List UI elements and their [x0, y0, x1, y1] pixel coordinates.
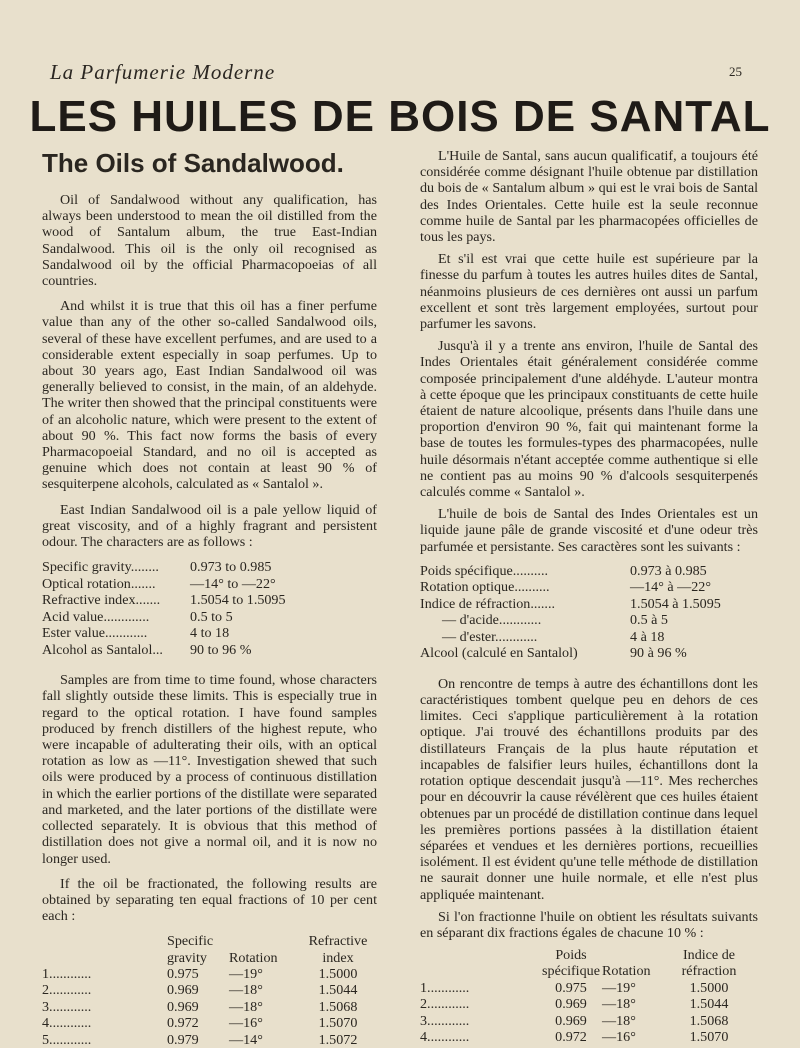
table-header [42, 933, 377, 949]
property-label: Alcool (calculé en Santalol) [420, 645, 578, 662]
property-row [420, 579, 758, 596]
property-label: Alcohol as Santalol... [42, 641, 163, 658]
property-row [42, 576, 377, 593]
english-subtitle: The Oils of Sandalwood. [42, 148, 344, 178]
table-header [420, 947, 758, 963]
property-row [42, 559, 377, 576]
table-row: 3............ 0.969 —18° 1.5068 [42, 998, 358, 1015]
header-gravity: Specific [167, 933, 214, 950]
property-label: Poids spécifique.......... [420, 562, 549, 579]
property-value: 0.5 to 5 [190, 608, 233, 625]
paragraph: If the oil be fractionated, the following results are obtained by separating ten equal fractions of 10 per cent each : [42, 875, 377, 925]
property-row [420, 596, 758, 613]
property-value: 0.5 à 5 [630, 612, 668, 629]
property-label: Specific gravity........ [42, 559, 159, 576]
property-row [42, 609, 377, 626]
header-index: Indice de [682, 947, 736, 964]
properties-list [42, 559, 377, 658]
properties-list [420, 563, 758, 662]
property-value: 1.5054 to 1.5095 [190, 592, 286, 609]
property-row [420, 612, 758, 629]
property-row [420, 629, 758, 646]
property-label: — d'acide............ [442, 612, 542, 629]
paragraph: Jusqu'à il y a trente ans environ, l'huile de Santal des Indes Orientales était généralement considérée comme composée principalement d'une aldéhyde. L'auteur montra à cette époque que les principaux constituants de cette huile étaient de nature alcoolique, présents dans l'huile dans une proportion d'environ 90 %, fait qui maintenant forme la base de toutes les formules-types des pharmacopées, nulle huile désormais n'étant acceptée comme authentique si elle ne contient pas au moins 90 % d'alcools sesquiterpenés calculés comme « Santalol ». [420, 338, 758, 501]
property-value: 0.973 à 0.985 [630, 562, 707, 579]
property-value: 0.973 to 0.985 [190, 559, 272, 576]
property-value: 4 à 18 [630, 628, 665, 645]
paragraph: Si l'on fractionne l'huile on obtient les résultats suivants en séparant dix fractions égales de chacune 10 % : [420, 908, 758, 941]
property-label: Optical rotation....... [42, 575, 156, 592]
header-rotation: Rotation [602, 963, 651, 980]
property-label: Indice de réfraction....... [420, 595, 555, 612]
table-row: 1............ 0.975 —19° 1.5000 [420, 979, 729, 996]
table-row: 1............ 0.975 —19° 1.5000 [42, 965, 358, 982]
paragraph: Et s'il est vrai que cette huile est supérieure par la finesse du parfum à toutes les autres huiles dites de Santal, néanmoins plusieurs de ces dernières ont aussi un parfum excellent et sont très largement employées, surtout pour parfumer les savons. [420, 251, 758, 333]
property-value: 90 à 96 % [630, 645, 687, 662]
property-label: Acid value............. [42, 608, 150, 625]
page-number: 25 [729, 64, 742, 79]
fractions-table [420, 947, 758, 1045]
table-row: 2............ 0.969 —18° 1.5044 [42, 982, 358, 999]
header-gravity: Poids [555, 947, 587, 964]
property-row [42, 625, 377, 642]
table-header: gravity Rotation index [167, 949, 354, 966]
property-value: 1.5054 à 1.5095 [630, 595, 721, 612]
property-row [42, 592, 377, 609]
paragraph: L'Huile de Santal, sans aucun qualificatif, a toujours été considérée comme désignant l'huile obtenue par distillation du bois de « Santalum album » qui est le vrai bois de Santal des Indes Orientales. Cette huile est la seule reconnue comme huile de Santal par les pharmacopées officielles de tous les pays. [420, 148, 758, 246]
paragraph: And whilst it is true that this oil has a finer perfume value than any of the other so-called Sandalwood oils, several of these have excellent perfumes, and are used to a considerable extent especially in soap perfumes. Up to about 30 years ago, East Indian Sandalwood oil was generally believed to consist, in the main, of an aldehyde. The writer then showed that the principal constituents were of an alcoholic nature, which were present to the extent of about 90 %. This fact now forms the basis of every Pharmacopoeial Standard, and no oil is accepted as genuine which does not contain at least 90 % of sesquiterpene alcohols, calculated as « Santalol ». [42, 298, 377, 493]
header-rotation: Rotation [229, 949, 278, 966]
property-label: — d'ester............ [442, 628, 538, 645]
property-row [420, 563, 758, 580]
property-value: —14° to —22° [190, 575, 276, 592]
table-row: 4............ 0.972 —16° 1.5070 [420, 1029, 729, 1046]
property-value: —14° à —22° [630, 579, 711, 596]
paragraph: On rencontre de temps à autre des échantillons dont les caractéristiques tombent quelque peu en dehors de ces limites. Ceci s'applique particulièrement à la rotation optique. J'ai trouvé des échantillons produits par des distillateurs Français de la plus haute réputation et incapables de falsifier leurs huiles, échantillons dont la rotation optique descendait jusqu'à —11°. Mes recherches pour en découvrir la cause révélèrent que ces huiles étaient obtenues par un procédé de distillation continue dans lequel les premières portions passées à la distillation étaient séparées et vendues et les dernières portions, recueillies isolément. Il est évident qu'une telle méthode de distillation ne saurait donner une huile normale, et elle n'est plus appliquée maintenant. [420, 675, 758, 903]
property-row [42, 642, 377, 659]
table-header: spécifique Rotation réfraction [542, 963, 737, 980]
property-label: Refractive index....... [42, 592, 161, 609]
article-title: LES HUILES DE BOIS DE SANTAL [29, 92, 771, 141]
table-row: 2............ 0.969 —18° 1.5044 [420, 996, 729, 1013]
journal-logo: La Parfumerie Moderne [50, 60, 276, 84]
fractions-table [42, 933, 377, 1048]
paragraph: L'huile de bois de Santal des Indes Orientales est un liquide jaune pâle de grande viscosité et d'une odeur très parfumée et persistante. Ses caractères sont les suivants : [420, 506, 758, 555]
property-label: Ester value............ [42, 625, 148, 642]
paragraph: Oil of Sandalwood without any qualification, has always been understood to mean the oil distilled from the wood of Santalum album, the true East-Indian Sandalwood. This oil is the only oil recognised as Sandalwood oil by the official Pharmacopoeias of all countries. [42, 192, 377, 290]
table-row: 3............ 0.969 —18° 1.5068 [420, 1012, 729, 1029]
property-value: 4 to 18 [190, 625, 230, 642]
header-index: Refractive [308, 933, 368, 950]
property-row [420, 645, 758, 662]
english-column [42, 148, 377, 1048]
paragraph: Samples are from time to time found, whose characters fall slightly outside these limits. This is especially true in regard to the optical rotation. I have found samples produced by french distillers of the highest repute, who were incapable of adulterating their oils, with an optical rotation as low as —11°. Investigation shewed that such oils were produced by a process of continuous distillation in which the earlier portions of the distillate were separated and marketed, and the later portions of the distillate were collected separately. It is obvious that this method of distillation does not give a normal oil, and it is now no longer used. [42, 672, 377, 867]
property-label: Rotation optique.......... [420, 579, 550, 596]
table-row: 4............ 0.972 —16° 1.5070 [42, 1015, 358, 1032]
table-row: 5............ 0.979 —14° 1.5072 [42, 1031, 358, 1048]
paragraph: East Indian Sandalwood oil is a pale yellow liquid of great viscosity, and of a highly fragrant and persistent odour. The characters are as follows : [42, 501, 377, 551]
property-value: 90 to 96 % [190, 641, 252, 658]
french-column [420, 148, 758, 1046]
